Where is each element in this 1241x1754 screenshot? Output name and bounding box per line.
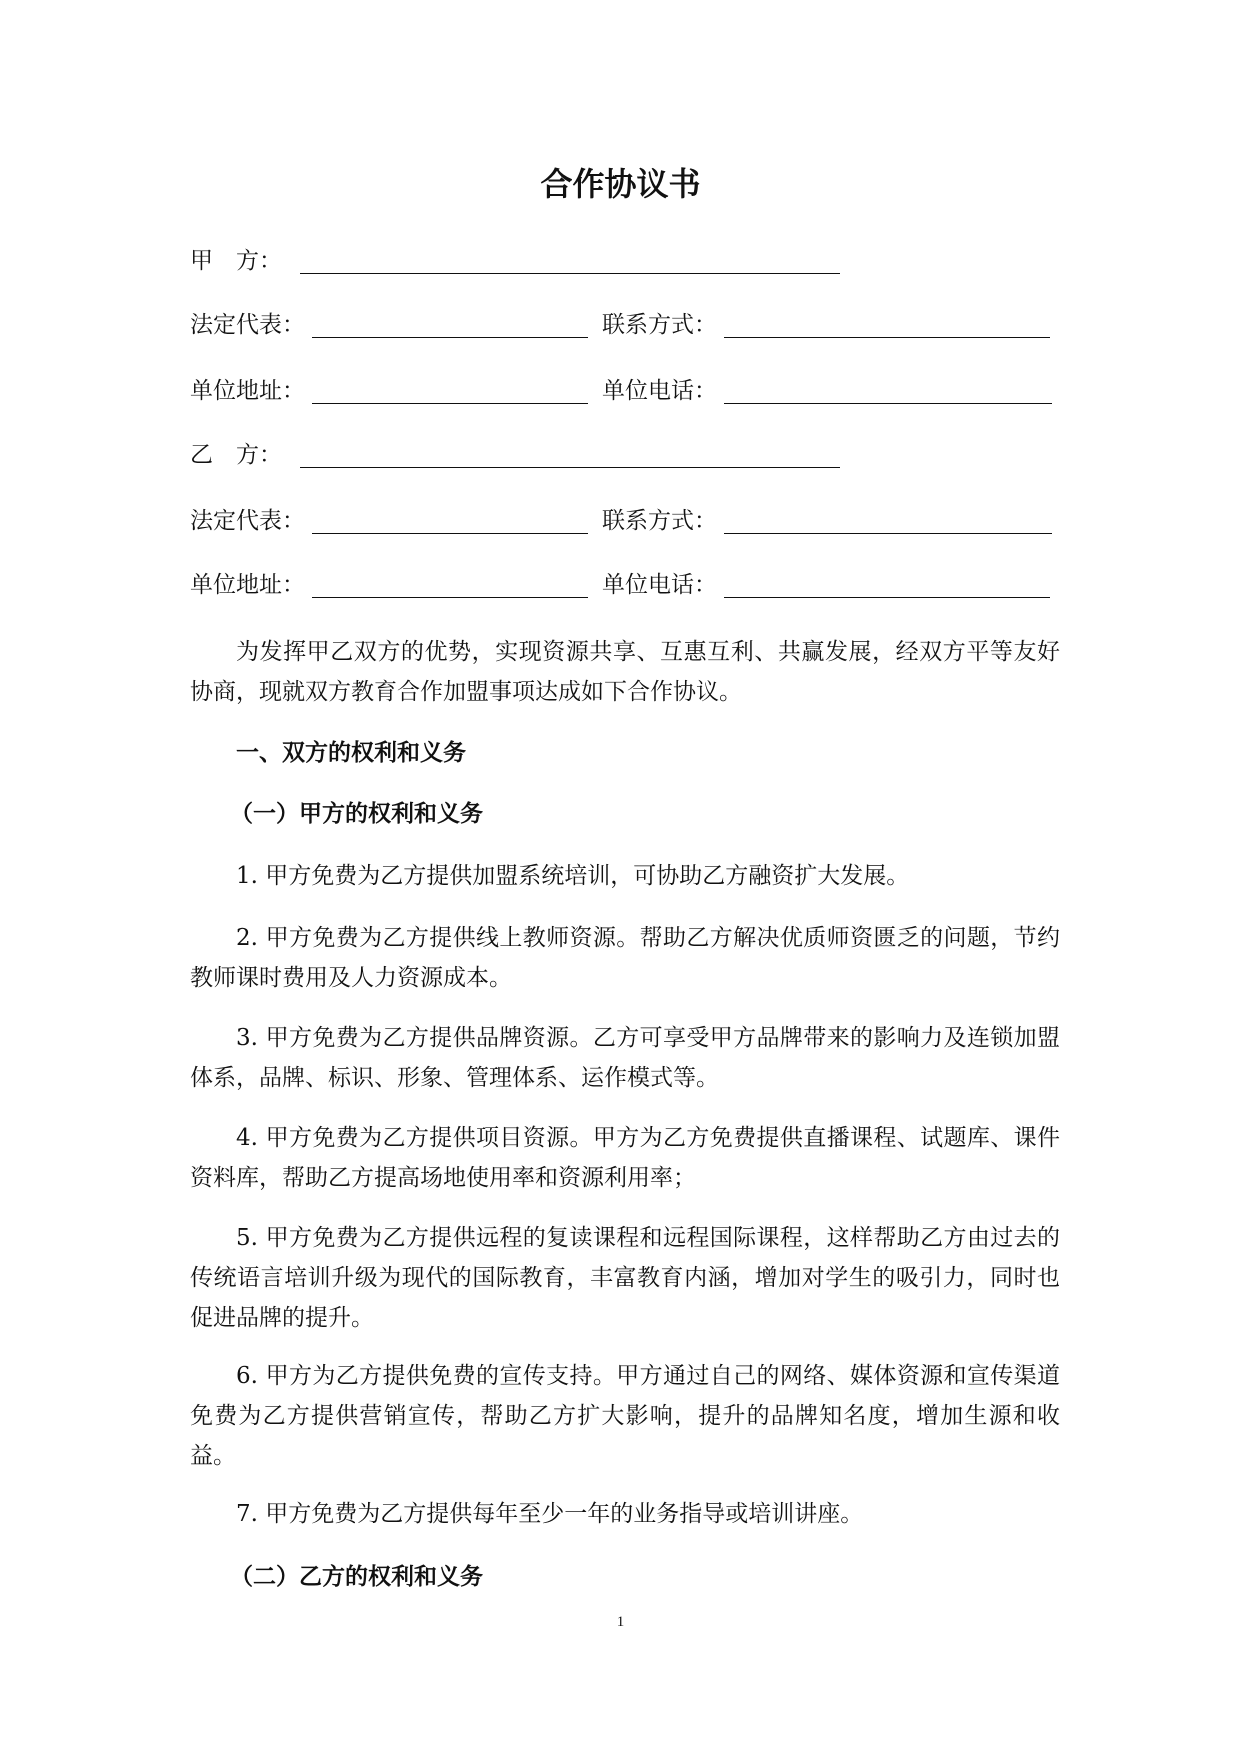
section-1-heading: 一、双方的权利和义务	[236, 740, 466, 766]
party-b-rep-field[interactable]	[312, 533, 588, 534]
party-a-address-row	[190, 374, 1060, 408]
party-b-address-label: 单位地址：	[190, 572, 305, 598]
clause-4: 4. 甲方免费为乙方提供项目资源。甲方为乙方免费提供直播课程、试题库、课件资料库，帮助乙方提高场地使用率和资源利用率；	[190, 1125, 1060, 1191]
party-a-name-field[interactable]	[300, 273, 840, 274]
clause-3: 3. 甲方免费为乙方提供品牌资源。乙方可享受甲方品牌带来的影响力及连锁加盟体系，品牌、标识、形象、管理体系、运作模式等。	[190, 1025, 1060, 1091]
party-b-rep-row	[190, 504, 1060, 538]
party-b-address-field[interactable]	[312, 597, 588, 598]
party-b-name-row	[190, 438, 840, 472]
document-title: 合作协议书	[540, 165, 701, 203]
party-a-rep-field[interactable]	[312, 337, 588, 338]
party-b-name-label: 乙 方：	[190, 442, 282, 468]
clause-6: 6. 甲方为乙方提供免费的宣传支持。甲方通过自己的网络、媒体资源和宣传渠道免费为乙方提供营销宣传，帮助乙方扩大影响，提升的品牌知名度，增加生源和收益。	[190, 1363, 1060, 1469]
subsection-a-heading: （一）甲方的权利和义务	[230, 801, 483, 827]
clause-2: 2. 甲方免费为乙方提供线上教师资源。帮助乙方解决优质师资匮乏的问题，节约教师课时费用及人力资源成本。	[190, 925, 1060, 991]
party-a-name-label: 甲 方：	[190, 248, 282, 274]
party-b-name-field[interactable]	[300, 467, 840, 468]
clause-1: 1. 甲方免费为乙方提供加盟系统培训，可协助乙方融资扩大发展。	[236, 863, 910, 889]
party-b-rep-label: 法定代表：	[190, 508, 305, 534]
party-b-contact-label: 联系方式：	[602, 508, 717, 534]
party-a-address-label: 单位地址：	[190, 378, 305, 404]
party-b-phone-label: 单位电话：	[602, 572, 717, 598]
party-a-address-field[interactable]	[312, 403, 588, 404]
party-a-rep-label: 法定代表：	[190, 312, 305, 338]
party-a-phone-field[interactable]	[724, 403, 1052, 404]
party-b-phone-field[interactable]	[724, 597, 1050, 598]
party-a-name-row	[190, 244, 840, 278]
party-a-rep-row	[190, 308, 1060, 342]
party-a-phone-label: 单位电话：	[602, 378, 717, 404]
intro-paragraph: 为发挥甲乙双方的优势，实现资源共享、互惠互利、共赢发展，经双方平等友好协商，现就双方教育合作加盟事项达成如下合作协议。	[190, 639, 1060, 705]
clause-7: 7. 甲方免费为乙方提供每年至少一年的业务指导或培训讲座。	[236, 1501, 864, 1527]
party-b-address-row	[190, 568, 1060, 602]
subsection-b-heading: （二）乙方的权利和义务	[230, 1564, 483, 1590]
party-b-contact-field[interactable]	[724, 533, 1052, 534]
page-number: 1	[616, 1614, 625, 1630]
party-a-contact-label: 联系方式：	[602, 312, 717, 338]
clause-5: 5. 甲方免费为乙方提供远程的复读课程和远程国际课程，这样帮助乙方由过去的传统语言培训升级为现代的国际教育，丰富教育内涵，增加对学生的吸引力，同时也促进品牌的提升。	[190, 1225, 1060, 1331]
party-a-contact-field[interactable]	[724, 337, 1050, 338]
